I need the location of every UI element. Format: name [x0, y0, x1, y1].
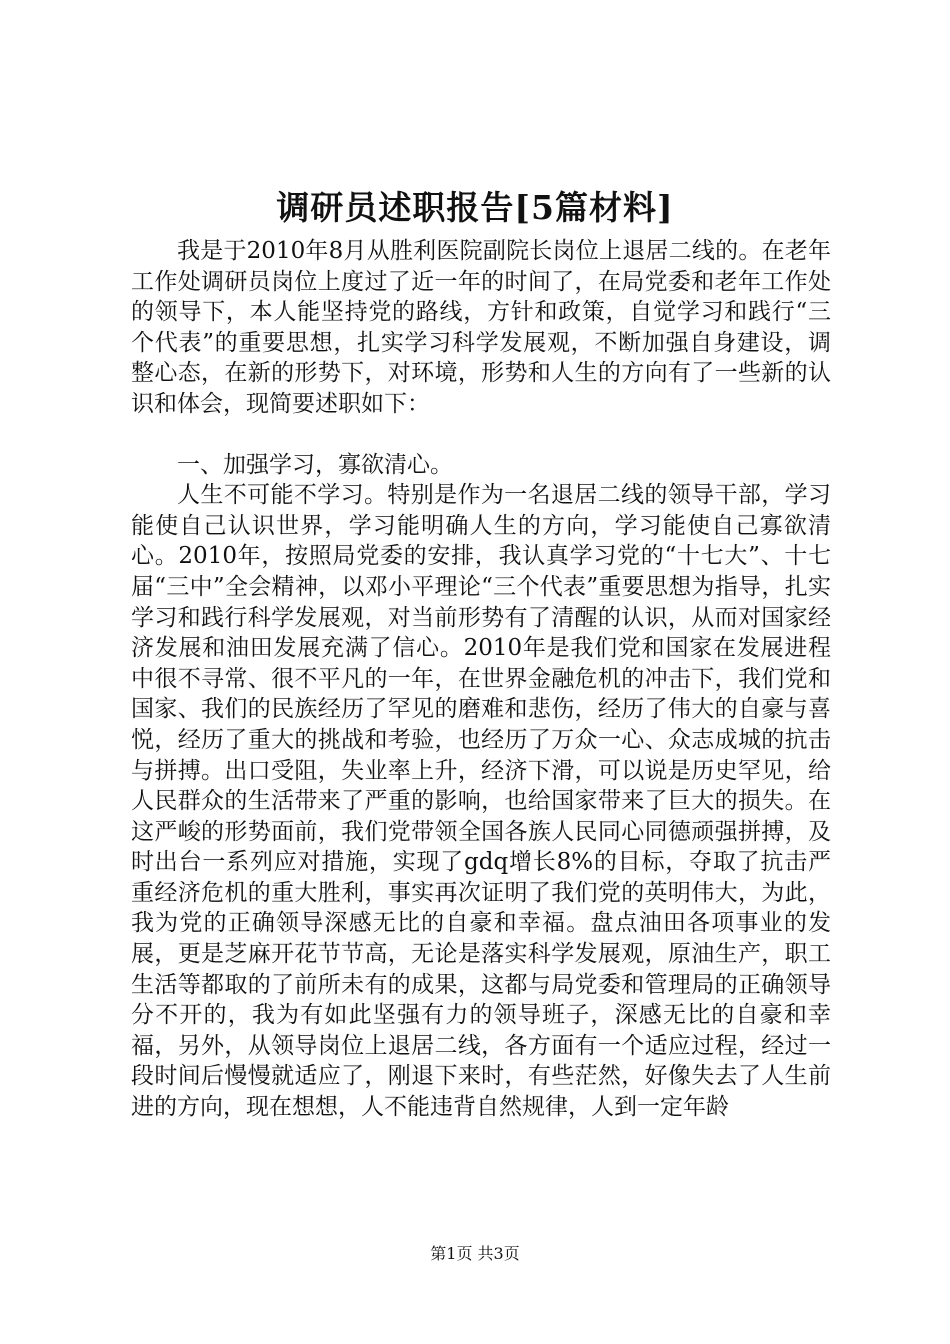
paragraph-gap [131, 420, 831, 450]
page-footer: 第1页 共3页 [430, 1244, 520, 1263]
document-title: 调研员述职报告[5篇材料] [276, 188, 674, 227]
intro-paragraph: 我是于2010年8月从胜利医院副院长岗位上退居二线的。在老年工作处调研员岗位上度过了近一年的时间了，在局党委和老年工作处的领导下，本人能坚持党的路线，方针和政策，自觉学习和践行“三个代表”的重要思想，扎实学习科学发展观，不断加强自身建设，调整心态，在新的形势下，对环境，形势和人生的方向有了一些新的认识和体会，现简要述职如下： [131, 238, 831, 417]
section-paragraph: 人生不可能不学习。特别是作为一名退居二线的领导干部，学习能使自己认识世界，学习能明确人生的方向，学习能使自己寡欲清心。2010年，按照局党委的安排，我认真学习党的“十七大”、十七届“三中”全会精神，以邓小平理论“三个代表”重要思想为指导，扎实学习和践行科学发展观，对当前形势有了清醒的认识，从而对国家经济发展和油田发展充满了信心。2010年是我们党和国家在发展进程中很不寻常、很不平凡的一年，在世界金融危机的冲击下，我们党和国家、我们的民族经历了罕见的磨难和悲伤，经历了伟大的自豪与喜悦，经历了重大的挑战和考验，也经历了万众一心、众志成城的抗击与拼搏。出口受阻，失业率上升，经济下滑，可以说是历史罕见，给人民群众的生活带来了严重的影响，也给国家带来了巨大的损失。在这严峻的形势面前，我们党带领全国各族人民同心同德顽强拼搏，及时出台一系列应对措施，实现了gdq增长8%的目标，夺取了抗击严重经济危机的重大胜利，事实再次证明了我们党的英明伟大，为此，我为党的正确领导深感无比的自豪和幸福。盘点油田各项事业的发展，更是芝麻开花节节高，无论是落实科学发展观，原油生产，职工生活等都取的了前所未有的成果，这都与局党委和管理局的正确领导分不开的，我为有如此坚强有力的领导班子，深感无比的自豪和幸福，另外，从领导岗位上退居二线，各方面有一个适应过程，经过一段时间后慢慢就适应了，刚退下来时，有些茫然，好像失去了人生前进的方向，现在想想，人不能违背自然规律，人到一定年龄 [131, 482, 831, 1121]
section-heading: 一、加强学习，寡欲清心。 [177, 451, 453, 478]
document-body [131, 236, 831, 1123]
